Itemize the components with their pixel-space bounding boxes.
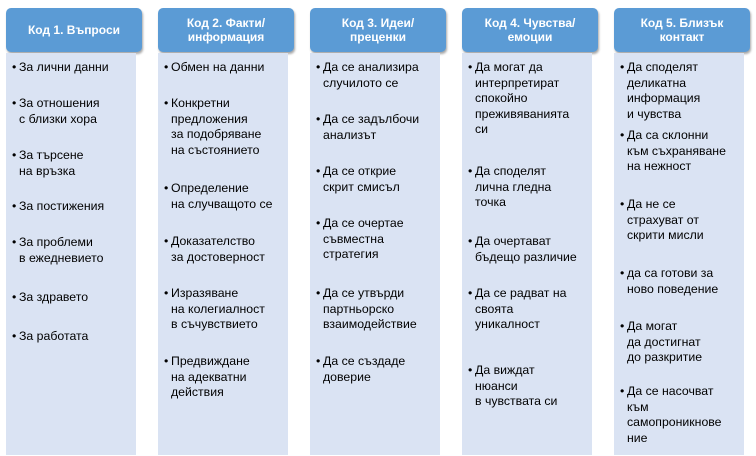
column-header: Код 1. Въпроси	[6, 8, 142, 52]
column-body	[614, 53, 744, 455]
bullet-icon: •	[620, 60, 625, 74]
list-item: • Обмен на данни	[164, 60, 265, 74]
list-item: • Да се създаде доверие	[316, 354, 406, 384]
list-item: • За търсене на връзка	[12, 148, 84, 178]
bullet-icon: •	[12, 329, 17, 343]
column-5	[614, 8, 750, 445]
bullet-icon: •	[316, 354, 321, 368]
bullet-icon: •	[12, 199, 17, 213]
list-item: • Конкретни предложения за подобряване на състоянието	[164, 96, 262, 157]
list-item: • Доказателство за достоверност	[164, 234, 265, 264]
bullet-icon: •	[12, 290, 17, 304]
list-item: • да са готови за ново поведение	[620, 266, 719, 296]
list-item: • Да споделят лична гледна точка	[468, 164, 552, 210]
column-4	[462, 8, 598, 409]
list-item: • За лични данни	[12, 60, 109, 74]
bullet-icon: •	[620, 319, 625, 333]
column-header: Код 4. Чувства/ емоции	[462, 8, 598, 52]
bullet-icon: •	[468, 234, 473, 248]
bullet-icon: •	[164, 234, 169, 248]
list-item: • За отношения с близки хора	[12, 96, 100, 126]
list-item: • Определение на случващото се	[164, 181, 273, 211]
bullet-icon: •	[316, 112, 321, 126]
list-item: • За проблеми в ежедневието	[12, 235, 104, 265]
bullet-icon: •	[12, 148, 17, 162]
list-item: • Да се очертае съвместна стратегия	[316, 216, 404, 262]
bullet-icon: •	[468, 60, 473, 74]
list-item: • Да виждат нюанси в чувствата си	[468, 363, 558, 409]
column-header: Код 2. Факти/ информация	[158, 8, 294, 52]
bullet-icon: •	[12, 96, 17, 110]
bullet-icon: •	[468, 286, 473, 300]
list-item: • Да се открие скрит смисъл	[316, 164, 400, 194]
column-body	[6, 53, 136, 455]
column-header: Код 3. Идеи/ преценки	[310, 8, 446, 52]
list-item: • Предвиждане на адекватни действия	[164, 354, 250, 400]
bullet-icon: •	[12, 60, 17, 74]
bullet-icon: •	[164, 286, 169, 300]
bullet-icon: •	[468, 164, 473, 178]
column-body	[462, 53, 592, 455]
list-item: • Да се насочват към самопроникнове ние	[620, 384, 722, 445]
list-item: • Да се радват на своята уникалност	[468, 286, 567, 332]
list-item: • За работата	[12, 329, 89, 343]
bullet-icon: •	[468, 363, 473, 377]
column-1	[6, 8, 142, 343]
column-body	[310, 53, 440, 455]
list-item: • За постижения	[12, 199, 105, 213]
bullet-icon: •	[620, 197, 625, 211]
column-header: Код 5. Близък контакт	[614, 8, 750, 52]
list-item: • Да очертават бъдещо различие	[468, 234, 577, 264]
list-item: • Да споделят деликатна информация и чувства	[620, 60, 701, 121]
bullet-icon: •	[620, 266, 625, 280]
bullet-icon: •	[316, 216, 321, 230]
bullet-icon: •	[164, 60, 169, 74]
list-item: • Да не се страхуват от скрити мисли	[620, 197, 704, 243]
list-item: • За здравето	[12, 290, 89, 304]
bullet-icon: •	[620, 128, 625, 142]
column-body	[158, 53, 288, 455]
bullet-icon: •	[164, 96, 169, 110]
list-item: • Изразяване на колегиалност в съчувствието	[164, 286, 265, 332]
bullet-icon: •	[164, 181, 169, 195]
list-item: • Да са склонни към съхраняване на нежност	[620, 128, 726, 174]
bullet-icon: •	[164, 354, 169, 368]
list-item: • Да се задълбочи анализът	[316, 112, 420, 142]
list-item: • Да се анализира случилото се	[316, 60, 419, 90]
list-item: • Да могат да интерпретират спокойно преживяванията си	[468, 60, 570, 137]
column-2	[158, 8, 294, 400]
column-3	[310, 8, 446, 384]
bullet-icon: •	[12, 235, 17, 249]
list-item: • Да могат да достигнат до разкритие	[620, 319, 703, 365]
list-item: • Да се утвърди партньорско взаимодействие	[316, 286, 417, 332]
bullet-icon: •	[316, 286, 321, 300]
bullet-icon: •	[316, 60, 321, 74]
bullet-icon: •	[620, 384, 625, 398]
bullet-icon: •	[316, 164, 321, 178]
